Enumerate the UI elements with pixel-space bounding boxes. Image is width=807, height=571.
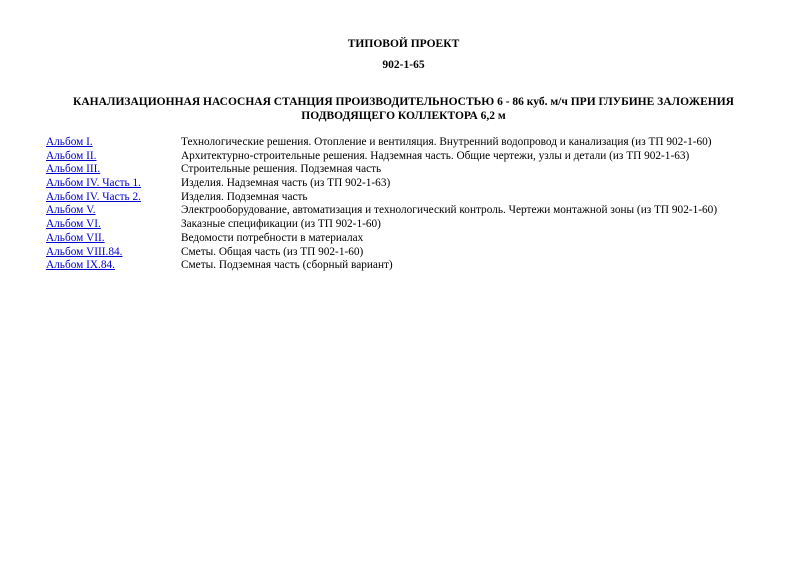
album-row bbox=[46, 191, 786, 205]
album-description: Электрооборудование, автоматизация и технологический контроль. Чертежи монтажной зоны (из ТП 902-1-60) bbox=[181, 204, 718, 217]
album-description: Сметы. Подземная часть (сборный вариант) bbox=[181, 259, 393, 272]
album-row bbox=[46, 204, 786, 218]
album-link-2[interactable]: Альбом II. bbox=[46, 149, 97, 162]
album-description: Технологические решения. Отопление и вентиляция. Внутренний водопровод и канализация (из ТП 902-1-60) bbox=[181, 136, 712, 148]
album-row bbox=[46, 218, 786, 232]
album-description: Ведомости потребности в материалах bbox=[181, 231, 364, 244]
album-description: Сметы. Общая часть (из ТП 902-1-60) bbox=[181, 245, 364, 258]
album-link-8[interactable]: Альбом VIII.84. bbox=[46, 245, 123, 258]
album-row bbox=[46, 150, 786, 164]
document-type-heading: ТИПОВОЙ ПРОЕКТ bbox=[347, 38, 460, 50]
project-code-heading: 902-1-65 bbox=[382, 59, 425, 71]
album-description: Заказные спецификации (из ТП 902-1-60) bbox=[181, 218, 381, 231]
album-link-6[interactable]: Альбом VI. bbox=[46, 218, 101, 231]
album-row bbox=[46, 246, 786, 260]
album-link-5[interactable]: Альбом V. bbox=[46, 204, 96, 217]
album-link-4-part-2[interactable]: Альбом IV. Часть 2. bbox=[46, 190, 141, 203]
album-link-4-part-1[interactable]: Альбом IV. Часть 1. bbox=[46, 177, 141, 190]
album-description: Архитектурно-строительные решения. Надземная часть. Общие чертежи, узлы и детали (из ТП 902-1-63) bbox=[181, 149, 690, 162]
album-description: Изделия. Надземная часть (из ТП 902-1-63) bbox=[181, 177, 391, 190]
album-row bbox=[46, 136, 786, 150]
album-link-9[interactable]: Альбом IX.84. bbox=[46, 259, 115, 272]
album-link-3[interactable]: Альбом III. bbox=[46, 163, 101, 176]
album-row bbox=[46, 259, 786, 273]
project-title-heading: КАНАЛИЗАЦИОННАЯ НАСОСНАЯ СТАНЦИЯ ПРОИЗВОДИТЕЛЬНОСТЬЮ 6 - 86 куб. м/ч ПРИ ГЛУБИНЕ ЗАЛОЖЕНИЯ ПОДВОДЯЩЕГО КОЛЛЕКТОРА 6,2 м bbox=[73, 96, 734, 122]
album-description: Изделия. Подземная часть bbox=[181, 190, 308, 203]
album-link-1[interactable]: Альбом I. bbox=[46, 136, 93, 148]
album-list bbox=[46, 136, 786, 273]
album-row bbox=[46, 232, 786, 246]
album-description: Строительные решения. Подземная часть bbox=[181, 163, 382, 176]
album-row bbox=[46, 177, 786, 191]
album-link-7[interactable]: Альбом VII. bbox=[46, 231, 105, 244]
album-row bbox=[46, 163, 786, 177]
